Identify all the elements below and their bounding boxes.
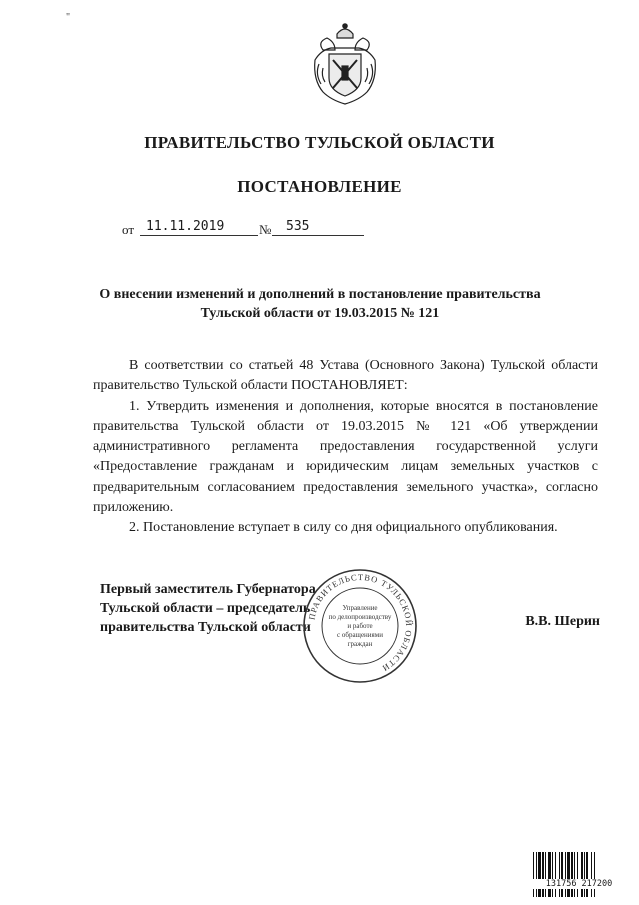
document-body: [93, 356, 598, 539]
barcode-bar: [559, 852, 560, 897]
barcode-bar: [586, 852, 588, 897]
stamp-inner-line-5: граждан: [347, 640, 373, 648]
signatory-line-2: Тульской области – председатель: [100, 601, 311, 616]
barcode-bar: [577, 852, 578, 897]
barcode-bar: [533, 852, 534, 897]
barcode-bar: [581, 852, 583, 897]
document-number: 535: [286, 219, 310, 234]
document-type: ПОСТАНОВЛЕНИЕ: [237, 177, 402, 196]
barcode-bar: [542, 852, 544, 897]
barcode-bar: [552, 852, 553, 897]
barcode-bar: [571, 852, 573, 897]
stamp-inner-line-1: Управление: [342, 604, 378, 612]
barcode-bar: [574, 852, 575, 897]
number-underline: [272, 235, 364, 236]
subject-line-2: Тульской области от 19.03.2015 № 121: [200, 306, 440, 321]
stamp-ring-text: ПРАВИТЕЛЬСТВО ТУЛЬСКОЙ ОБЛАСТИ: [306, 571, 415, 674]
barcode-bar: [545, 852, 546, 897]
document-date: 11.11.2019: [146, 219, 225, 234]
signatory-line-3: правительства Тульской области: [100, 620, 311, 635]
barcode-bar: [567, 852, 570, 897]
barcode-bar: [565, 852, 566, 897]
date-number-line: [122, 220, 382, 240]
barcode-bar: [591, 852, 592, 897]
coat-of-arms-icon: [309, 20, 381, 106]
document-subject: [60, 285, 580, 323]
document-barcode: [532, 852, 626, 897]
subject-line-1: О внесении изменений и дополнений в постановление правительства: [99, 287, 541, 302]
date-underline: [140, 235, 258, 236]
signatory-line-1: Первый заместитель Губернатора: [100, 582, 316, 597]
stamp-inner-line-2: по делопроизводству: [328, 613, 392, 621]
body-paragraph-1: В соответствии со статьей 48 Устава (Основного Закона) Тульской области правительство Тульской области ПОСТАНОВЛЯЕТ:: [93, 358, 598, 394]
stamp-inner-line-4: с обращениями: [337, 631, 383, 639]
date-label: от: [122, 222, 135, 237]
body-paragraph-3: 2. Постановление вступает в силу со дня официального опубликования.: [129, 520, 558, 536]
barcode-bar: [536, 852, 537, 897]
barcode-bar: [584, 852, 585, 897]
barcode-bar: [555, 852, 556, 897]
government-title: ПРАВИТЕЛЬСТВО ТУЛЬСКОЙ ОБЛАСТИ: [144, 133, 495, 152]
signatory-name: В.В. Шерин: [525, 614, 600, 629]
barcode-bar: [561, 852, 563, 897]
barcode-bar: [538, 852, 541, 897]
barcode-bar: [548, 852, 551, 897]
barcode-number: 131756 217200: [532, 879, 626, 889]
number-label: №: [259, 222, 272, 237]
official-stamp: [302, 568, 418, 684]
top-mark: ": [66, 12, 71, 23]
barcode-bar: [594, 852, 595, 897]
body-paragraph-2: 1. Утвердить изменения и дополнения, которые вносятся в постановление правительства Тульской области от 19.03.2015 № 121 «Об утверждении административного регламента предоставления государственной услуги «Предоставление гражданам и юридическим лицам земельных участков с предварительным согласованием предоставления земельного участка», согласно приложению.: [93, 398, 598, 516]
stamp-inner-line-3: и работе: [347, 622, 373, 630]
